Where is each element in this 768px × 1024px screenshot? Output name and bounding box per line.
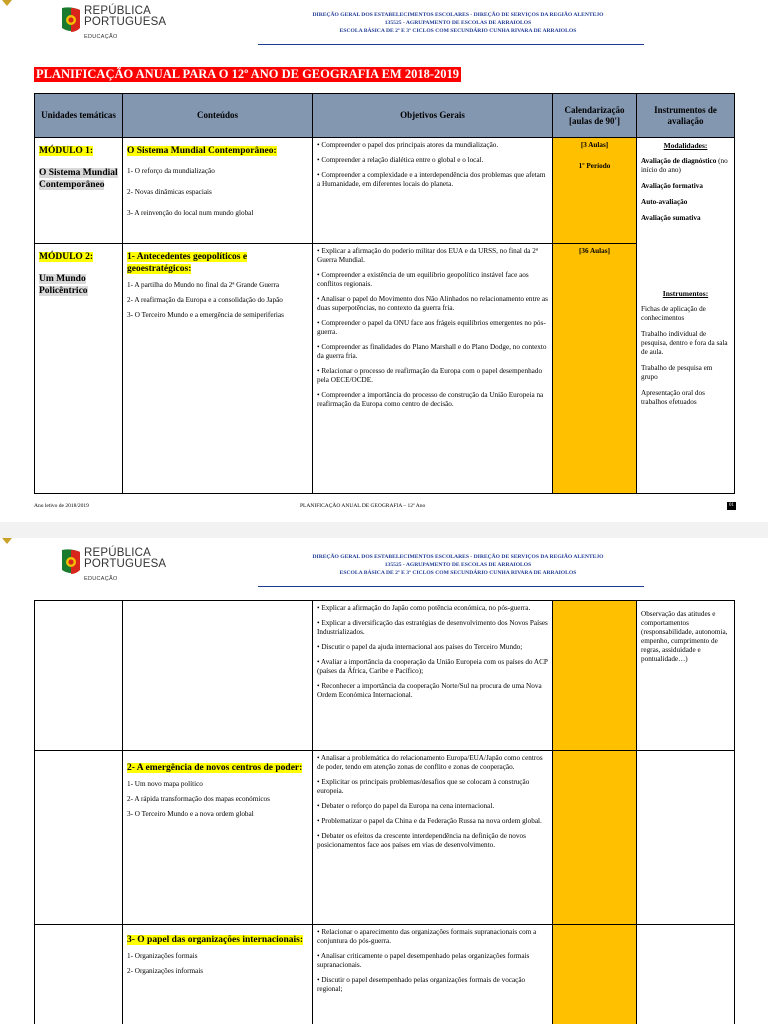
objective-item: • Avaliar a importância da cooperação da União Europeia com os países do ACP (países da África, Caribe e Pacífico);	[317, 658, 548, 675]
col-header-objetivos: Objetivos Gerais	[313, 94, 553, 138]
header-line-2: 135525 - AGRUPAMENTO DE ESCOLAS DE ARRAIOLOS	[384, 562, 532, 568]
modulo-2-topic: 1- Antecedentes geopolíticos e geoestratégicos:	[127, 252, 248, 274]
conteudos-cell	[123, 925, 313, 1024]
objective-item: • Analisar o papel do Movimento dos Não Alinhados no relacionamento entre as duas superpotências, no contexto da guerra fria.	[317, 295, 548, 312]
modulo-2-name: Um Mundo Policêntrico	[39, 274, 88, 296]
objetivos-cell	[313, 601, 553, 751]
modulo-1-topic: O Sistema Mundial Contemporâneo:	[127, 146, 277, 156]
content-item: 3- O Terceiro Mundo e a emergência de semiperiferias	[127, 311, 284, 319]
unidade-cell	[35, 925, 123, 1024]
logo-subtitle: EDUCAÇÃO	[84, 576, 118, 582]
page-corner-marker	[2, 0, 12, 6]
avaliacao-diagnostico: Avaliação de diagnóstico	[641, 157, 717, 165]
page-header	[258, 553, 658, 577]
objective-item: • Explicar a afirmação do poderio militar dos EUA e da URSS, no final da 2ª Guerra Mundial.	[317, 247, 538, 264]
avaliacao-sumativa: Avaliação sumativa	[641, 214, 701, 222]
modulo-1-name: O Sistema Mundial Contemporâneo	[39, 168, 118, 190]
section-topic: 2- A emergência de novos centros de poder:	[127, 763, 303, 773]
header-line-3: ESCOLA BÁSICA DE 2º E 3º CICLOS COM SECUNDÁRIO CUNHA RIVARA DE ARRAIOLOS	[339, 28, 577, 34]
objective-item: • Debater o reforço do papel da Europa na cena internacional.	[317, 802, 495, 810]
logo-line-1: REPÚBLICA	[84, 5, 151, 17]
content-item: 1- A partilha do Mundo no final da 2ª Grande Guerra	[127, 281, 280, 289]
unidade-cell	[35, 751, 123, 925]
objective-item: • Discutir o papel desempenhado pelas organizações formais de vocação regional;	[317, 976, 526, 993]
avaliacao-formativa: Avaliação formativa	[641, 182, 703, 190]
col-header-unidades: Unidades temáticas	[35, 94, 123, 138]
table-row	[35, 925, 735, 1024]
avaliacao-diagnostico-note: (no início do ano)	[641, 157, 728, 174]
table-row-modulo-2	[35, 244, 735, 494]
col-header-calendarizacao: Calendarização [aulas de 90']	[553, 94, 637, 138]
calendar-aulas: [36 Aulas]	[579, 247, 610, 255]
objective-item: • Compreender a relação dialética entre o global e o local.	[317, 156, 484, 164]
instrument-item: Trabalho individual de pesquisa, dentro e fora da sala de aula.	[641, 330, 728, 356]
objective-item: • Reconhecer a importância da cooperação Norte/Sul na procura de uma Nova Ordem Económica Internacional.	[317, 682, 542, 699]
objective-item: • Compreender a complexidade e a interdependência dos problemas que afetam a Humanidade, em diferentes locais do planeta.	[317, 171, 546, 188]
calendar-aulas: [3 Aulas]	[580, 141, 609, 149]
header-divider	[258, 44, 644, 45]
unidade-cell-modulo-1	[35, 138, 123, 244]
objective-item: • Discutir o papel da ajuda internacional aos países do Terceiro Mundo;	[317, 643, 523, 651]
logo-subtitle: EDUCAÇÃO	[84, 34, 118, 40]
page-corner-marker	[2, 538, 12, 544]
table-row-modulo-1	[35, 138, 735, 244]
conteudos-cell	[123, 601, 313, 751]
calendar-cell-modulo-2	[553, 244, 637, 494]
conteudos-cell	[123, 751, 313, 925]
objective-item: • Debater os efeitos da crescente interdependência na definição de novos posicionamentos face aos países em vias de desenvolvimento.	[317, 832, 526, 849]
objetivos-cell-modulo-1	[313, 138, 553, 244]
content-item: 1- O reforço da mundialização	[127, 167, 215, 175]
document-page-2	[0, 538, 768, 1024]
flag-emblem-icon	[60, 6, 82, 34]
objective-item: • Explicitar os principais problemas/desafios que se colocam à construção europeia.	[317, 778, 530, 795]
content-item: 2- Organizações informais	[127, 967, 204, 975]
unidade-cell	[35, 601, 123, 751]
objetivos-cell	[313, 925, 553, 1024]
calendar-cell	[553, 601, 637, 751]
objective-item: • Compreender o papel dos principais atores da mundialização.	[317, 141, 499, 149]
modulo-2-label: MÓDULO 2:	[39, 252, 94, 262]
avaliacao-cell	[637, 925, 735, 1024]
plan-table-continued	[34, 600, 735, 1024]
objective-item: • Compreender o papel da ONU face aos frágeis equilíbrios emergentes no pós-guerra.	[317, 319, 546, 336]
header-line-3: ESCOLA BÁSICA DE 2º E 3º CICLOS COM SECUNDÁRIO CUNHA RIVARA DE ARRAIOLOS	[339, 570, 577, 576]
objective-item: • Explicar a afirmação do Japão como potência económica, no pós-guerra.	[317, 604, 531, 612]
content-item: 2- A reafirmação da Europa e a consolidação do Japão	[127, 296, 283, 304]
header-line-2: 135525 - AGRUPAMENTO DE ESCOLAS DE ARRAIOLOS	[384, 20, 532, 26]
calendar-cell	[553, 751, 637, 925]
modalidades-title: Modalidades:	[663, 141, 708, 150]
table-row	[35, 751, 735, 925]
modulo-1-label: MÓDULO 1:	[39, 146, 94, 156]
objective-item: • Compreender as finalidades do Plano Marshall e do Plano Dodge, no contexto da guerra fria.	[317, 343, 547, 360]
objective-item: • Explicar a diversificação das estratégias de desenvolvimento dos Novos Países Industrializados.	[317, 619, 548, 636]
objective-item: • Analisar criticamente o papel desempenhado pelas organizações formais supranacionais.	[317, 952, 530, 969]
instrument-item: Apresentação oral dos trabalhos efetuados	[641, 389, 705, 406]
calendar-cell-modulo-1	[553, 138, 637, 244]
instrument-item: Fichas de aplicação de conhecimentos	[641, 305, 706, 322]
col-header-instrumentos: Instrumentos de avaliação	[637, 94, 735, 138]
page-number: 01	[729, 503, 734, 508]
unidade-cell-modulo-2	[35, 244, 123, 494]
section-topic: 3- O papel das organizações internacionais:	[127, 935, 304, 945]
logo-line-1: REPÚBLICA	[84, 547, 151, 559]
auto-avaliacao: Auto-avaliação	[641, 198, 688, 206]
objetivos-cell-modulo-2	[313, 244, 553, 494]
footer-title: PLANIFICAÇÃO ANUAL DE GEOGRAFIA – 12º Ano	[300, 503, 426, 509]
objective-item: • Analisar a problemática do relacionamento Europa/EUA/Japão como centros de poder, tendo em atenção zonas de conflito e zonas de cooperação.	[317, 754, 543, 771]
instrumentos-title: Instrumentos:	[662, 289, 709, 298]
conteudos-cell-modulo-2	[123, 244, 313, 494]
content-item: 3- A reinvenção do local num mundo global	[127, 209, 254, 217]
header-line-1: DIREÇÃO GERAL DOS ESTABELECIMENTOS ESCOLARES - DIREÇÃO DE SERVIÇOS DA REGIÃO ALENTEJO	[312, 554, 604, 560]
republica-portuguesa-logo	[56, 548, 166, 588]
flag-emblem-icon	[60, 548, 82, 576]
calendar-cell	[553, 925, 637, 1024]
instrument-item: Observação das atitudes e comportamentos (responsabilidade, autonomia, empenho, cumprimento de regras, assiduidade e pontualidade…)	[641, 610, 728, 663]
footer-year: Ano letivo de 2018/2019	[34, 503, 89, 509]
objective-item: • Compreender a importância do processo de construção da União Europeia na reafirmação da Europa como centro de decisão.	[317, 391, 544, 408]
content-item: 1- Organizações formais	[127, 952, 198, 960]
objective-item: • Problematizar o papel da China e da Federação Russa na nova ordem global.	[317, 817, 542, 825]
avaliacao-cell	[637, 138, 735, 494]
avaliacao-cell	[637, 751, 735, 925]
header-line-1: DIREÇÃO GERAL DOS ESTABELECIMENTOS ESCOLARES - DIREÇÃO DE SERVIÇOS DA REGIÃO ALENTEJO	[312, 12, 604, 18]
content-item: 2- Novas dinâmicas espaciais	[127, 188, 212, 196]
plan-table	[34, 93, 735, 494]
calendar-periodo: 1º Período	[578, 162, 611, 170]
conteudos-cell-modulo-1	[123, 138, 313, 244]
table-header-row	[35, 94, 735, 138]
content-item: 1- Um novo mapa político	[127, 780, 203, 788]
col-header-conteudos: Conteúdos	[123, 94, 313, 138]
document-title: PLANIFICAÇÃO ANUAL PARA O 12º ANO DE GEOGRAFIA EM 2018-2019	[36, 67, 460, 81]
header-divider	[258, 586, 644, 587]
logo-line-2: PORTUGUESA	[84, 558, 167, 570]
republica-portuguesa-logo	[56, 6, 166, 46]
instrument-item: Trabalho de pesquisa em grupo	[641, 364, 713, 381]
objective-item: • Relacionar o aparecimento das organizações formais supranacionais com a conjuntura do pós-guerra.	[317, 928, 537, 945]
objective-item: • Relacionar o processo de reafirmação da Europa com o papel desempenhado pela OECE/OCDE.	[317, 367, 543, 384]
objetivos-cell	[313, 751, 553, 925]
objective-item: • Compreender a existência de um equilíbrio geopolítico instável face aos conflitos regionais.	[317, 271, 529, 288]
logo-line-2: PORTUGUESA	[84, 16, 167, 28]
avaliacao-cell	[637, 601, 735, 751]
page-header	[258, 11, 658, 35]
content-item: 2- A rápida transformação dos mapas económicos	[127, 795, 270, 803]
content-item: 3- O Terceiro Mundo e a nova ordem global	[127, 810, 254, 818]
table-row	[35, 601, 735, 751]
